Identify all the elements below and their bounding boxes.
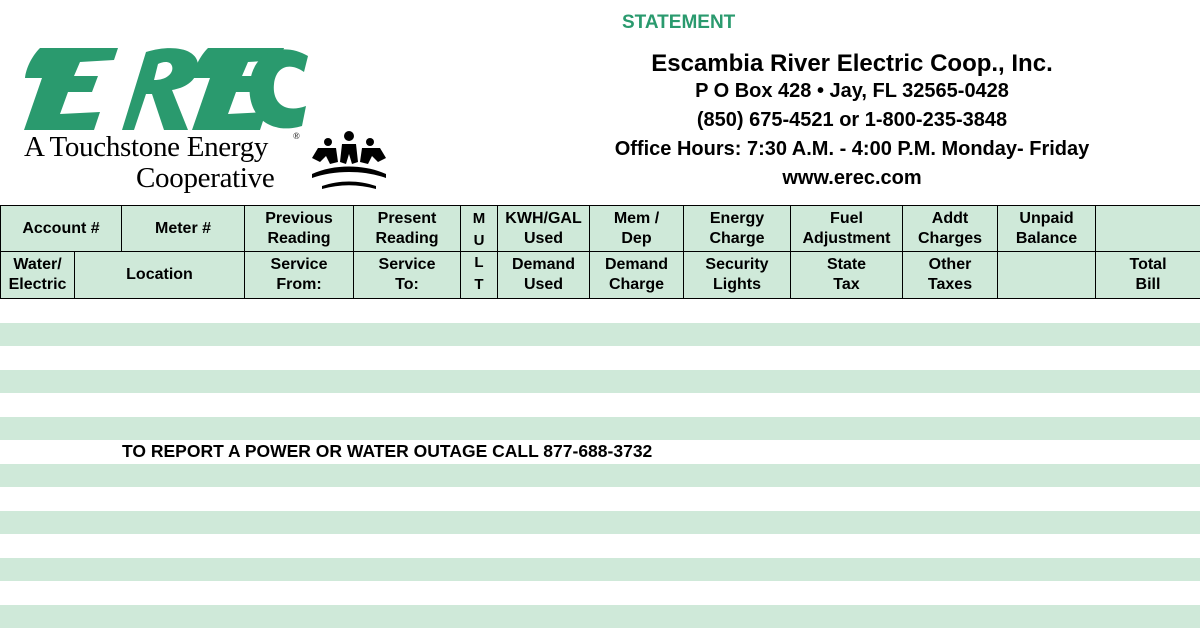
col-blank-top	[1096, 206, 1200, 251]
col-meter-number: Meter #	[154, 219, 212, 237]
company-phones: (850) 675-4521 or 1-800-235-3848	[696, 109, 1008, 131]
touchstone-people-icon	[306, 128, 392, 192]
mult-letter: T	[474, 275, 484, 293]
col-mem-dep: Mem / Dep	[613, 209, 660, 247]
col-service-from: Service From:	[270, 256, 328, 293]
col-previous-reading: Previous Reading	[265, 209, 333, 247]
col-addt-charges: Addt Charges	[917, 209, 983, 247]
mult-letter: M	[472, 209, 486, 227]
col-other-taxes: Other Taxes	[927, 256, 973, 293]
table-bottom-border	[0, 298, 1200, 299]
company-website[interactable]: www.erec.com	[782, 167, 922, 189]
col-account-number: Account #	[22, 219, 100, 237]
statement-label: STATEMENT	[622, 12, 736, 33]
col-total-bill: Total Bill	[1129, 256, 1167, 293]
col-kwh-gal-used: KWH/GAL Used	[505, 209, 582, 247]
col-security-lights: Security Lights	[705, 256, 769, 293]
tagline-line2: Cooperative	[136, 162, 275, 194]
company-address: P O Box 428 • Jay, FL 32565-0428	[695, 80, 1009, 102]
erec-logo-letters	[24, 48, 308, 130]
col-state-tax: State Tax	[826, 256, 867, 293]
erec-logo	[22, 42, 312, 134]
statement-body-stripes	[0, 299, 1200, 628]
col-present-reading: Present Reading	[375, 209, 439, 247]
col-demand-charge: Demand Charge	[604, 256, 669, 293]
col-fuel-adjustment: Fuel Adjustment	[802, 209, 891, 247]
col-unpaid-balance: Unpaid Balance	[1015, 209, 1078, 247]
tagline-line1: A Touchstone Energy	[24, 131, 269, 163]
col-water-electric: Water/ Electric	[8, 256, 67, 293]
company-name: Escambia River Electric Coop., Inc.	[651, 50, 1053, 77]
mult-letter: L	[474, 253, 484, 271]
registered-mark: ®	[293, 131, 300, 141]
office-hours: Office Hours: 7:30 A.M. - 4:00 P.M. Monday- Friday	[614, 138, 1090, 160]
col-demand-used: Demand Used	[511, 256, 576, 293]
mult-letter: U	[473, 231, 485, 249]
col-energy-charge: Energy Charge	[709, 209, 765, 247]
outage-notice: TO REPORT A POWER OR WATER OUTAGE CALL 877-688-3732	[122, 441, 653, 461]
col-location: Location	[126, 266, 193, 283]
col-service-to: Service To:	[378, 256, 436, 293]
col-blank-bottom	[998, 252, 1095, 298]
col-mult	[461, 205, 497, 298]
